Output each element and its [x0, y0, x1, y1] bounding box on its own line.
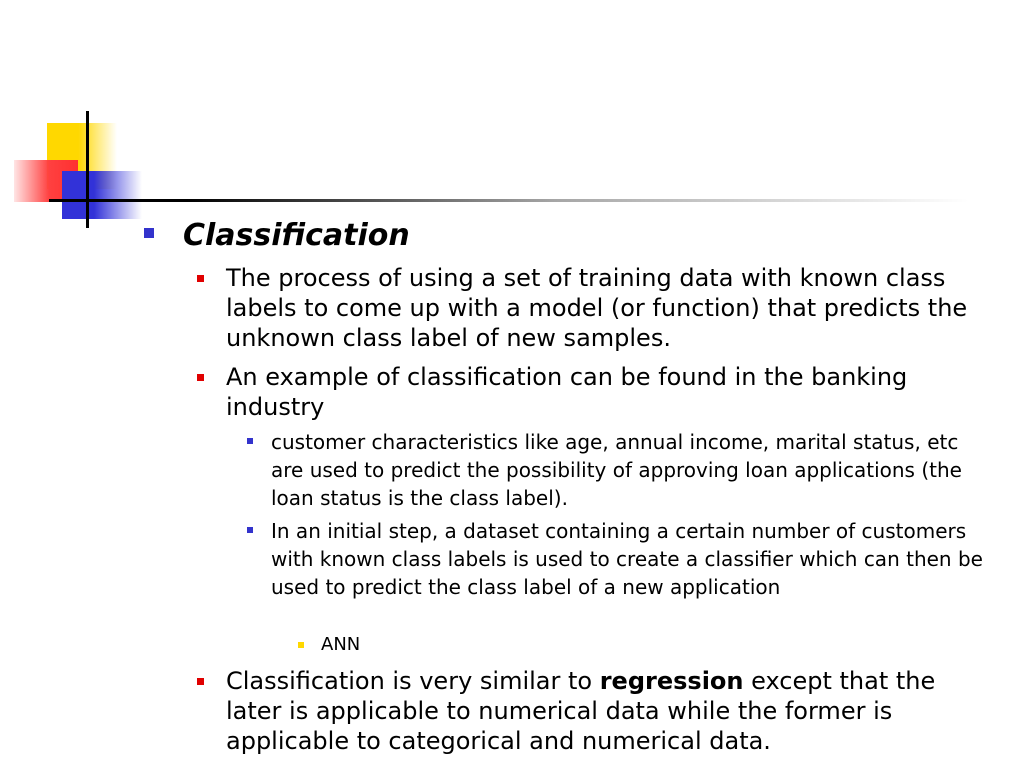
- square-bullet-icon: [197, 275, 204, 282]
- subpoint-text: customer characteristics like age, annual income, marital status, etc are used to predict the possibility of approving loan applications (the loan status is the class label).: [271, 430, 962, 510]
- slide-heading: Classification: [183, 218, 410, 253]
- list-item: [197, 362, 997, 422]
- point-text: An example of classification can be found in the banking industry: [226, 363, 908, 421]
- point-text-part: Classification is very similar to: [226, 667, 600, 695]
- square-bullet-icon: [144, 228, 154, 238]
- list-item: [247, 517, 987, 601]
- square-bullet-icon: [247, 438, 253, 444]
- point-text-part: except that the later is applicable to numerical data while the former is applicable to categorical and numerical data.: [226, 667, 936, 755]
- heading-item: [144, 218, 1004, 254]
- bold-term: regression: [599, 667, 744, 695]
- square-bullet-icon: [197, 374, 204, 381]
- square-bullet-icon: [298, 642, 304, 648]
- subpoint-text: In an initial step, a dataset containing a certain number of customers with known class labels is used to create a classifier which can then be used to predict the class label of a new application: [271, 519, 983, 599]
- list-item: [197, 666, 997, 756]
- subsubpoint-text: ANN: [321, 634, 361, 655]
- square-bullet-icon: [247, 527, 253, 533]
- list-item: [197, 263, 997, 353]
- square-bullet-icon: [197, 678, 204, 685]
- point-text: [226, 666, 997, 756]
- list-item: [298, 633, 698, 657]
- point-text: The process of using a set of training data with known class labels to come up with a model (or function) that predicts the unknown class label of new samples.: [226, 264, 968, 352]
- list-item: [247, 428, 987, 512]
